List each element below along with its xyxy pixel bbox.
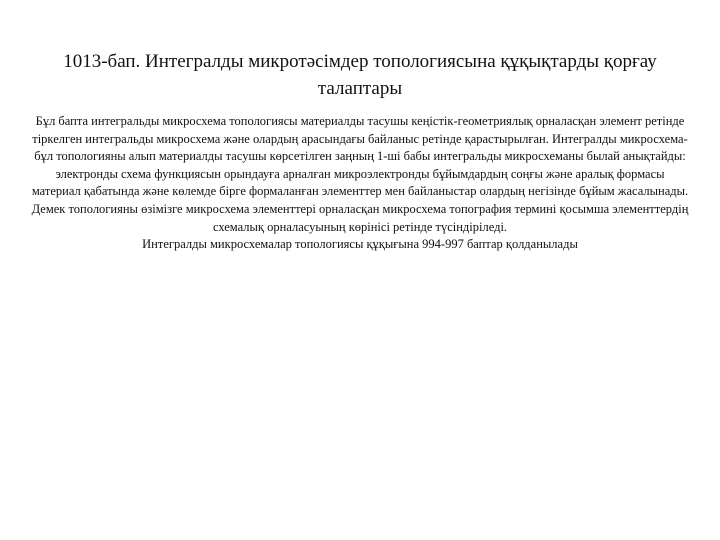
body-paragraph-2: Интегралды микросхемалар топологиясы құқығына 994-997 баптар қолданылады xyxy=(142,237,578,252)
document-body xyxy=(30,113,690,254)
body-paragraph-1: Бұл бапта интегральды микросхема топологиясы материалды тасушы кеңістік-геометриялық орналасқан элемент ретінде тіркелген интегральды микросхема және олардың арасындағы байланыс ретінде қарастырылған. Интегралды микросхема-бұл топологияны алып материалды тасушы көрсетілген заңның 1-ші бабы интегральды микросхеманы былай анықтайды: электронды схема функциясын орындауға арналған микроэлектронды бұйымдардың соңғы және аралық формасы материал қабатында және көлемде бірге формаланған элементтер мен байланыстар олардың негізінде бұйым жасалынады. Демек топологияны өзімізге микросхема элементтері орналасқан микросхема топография термині қосымша элементтердің схемалық орналасуының көрінісі ретінде түсіндіріледі. xyxy=(31,114,689,234)
document-title: 1013-бап. Интегралды микротәсімдер топологиясына құқықтарды қорғау талаптары xyxy=(63,51,657,99)
